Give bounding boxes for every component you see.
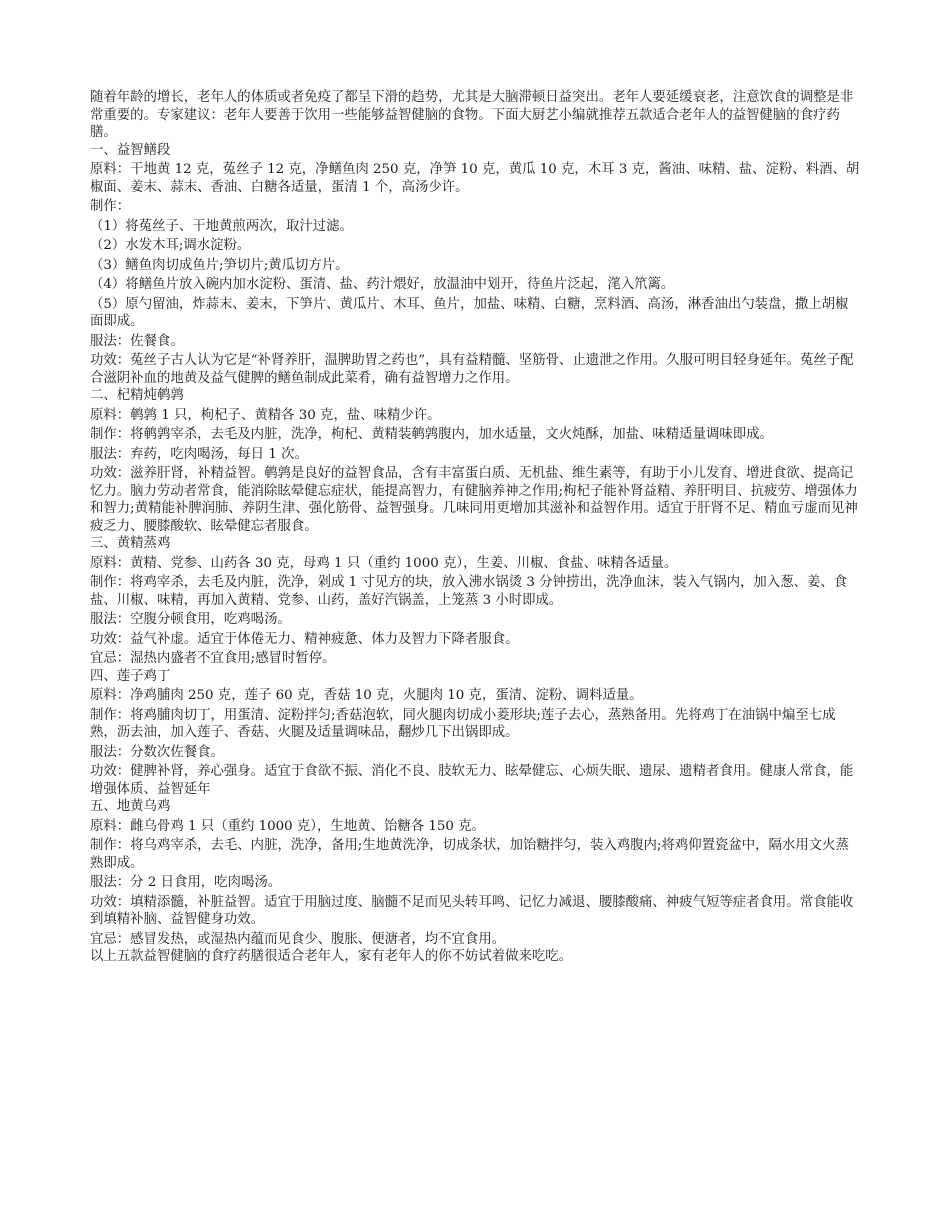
section-heading-4: 四、莲子鸡丁 [90,668,171,684]
method-paragraph: 制作：将鹌鹑宰杀，去毛及内脏，洗净，枸杞、黄精装鹌鹑腹内，加水适量，文火炖酥，加盐、味精适量调味即成。 [90,427,773,442]
step-item: （2）水发木耳;调水淀粉。 [90,238,251,253]
usage-paragraph: 服法：佐餐食。 [90,333,184,349]
effect-paragraph: 功效：益气补虚。适宜于体倦无力、精神疲惫、体力及智力下降者服食。 [90,631,519,647]
section-heading-2: 二、杞精炖鹌鹑 [90,388,184,403]
step-item: （4）将鳝鱼片放入碗内加水淀粉、蛋清、盐、药汁煨好，放温油中划开，待鱼片泛起，滗入笊篱。 [90,277,675,292]
step-item: （1）将菟丝子、干地黄煎两次，取汁过滤。 [90,218,353,234]
usage-paragraph: 服法：分数次佐餐食。 [90,744,224,760]
step-item: （3）鳝鱼肉切成鱼片;笋切片;黄瓜切方片。 [90,257,349,273]
section-heading-5: 五、地黄乌鸡 [90,799,171,814]
ingredients-paragraph: 原料：净鸡脯肉 250 克，莲子 60 克，香菇 10 克，火腿肉 10 克，蛋清、淀粉、调料适量。 [90,688,643,703]
section-heading-3: 三、黄精蒸鸡 [90,536,171,551]
effect-paragraph: 功效：健脾补肾，养心强身。适宜于食欲不振、消化不良、肢软无力、眩晕健忘、心烦失眠、遗尿、遗精者食用。健康人常食，能增强体质、益智延年 [90,764,854,797]
effect-paragraph: 功效：滋养肝肾，补精益智。鹌鹑是良好的益智食品，含有丰富蛋白质、无机盐、维生素等，有助于小儿发育、增进食欲、提高记忆力。脑力劳动者常食，能消除眩晕健忘症状，能提高智力，有健脑养神之作用;枸杞子能补肾益精、养肝明目、抗疲劳、增强体力和智力;黄精能补脾润肺、养阴生津、强化筋骨、益智强身。几味同用更增加其滋补和益智作用。适宜于肝肾不足、精血亏虚而见神疲乏力、腰膝酸软、眩晕健忘者服食。 [90,466,858,534]
intro-paragraph: 随着年龄的增长，老年人的体质或者免疫了都呈下滑的趋势，尤其是大脑滞顿日益突出。老年人要延缓衰老，注意饮食的调整是非常重要的。专家建议：老年人要善于饮用一些能够益智健脑的食物。下面大厨艺小编就推荐五款适合老年人的益智健脑的食疗药膳。 [90,90,854,140]
caution-paragraph: 宜忌：湿热内盛者不宜食用;感冒时暂停。 [90,651,336,666]
closing-paragraph: 以上五款益智健脑的食疗药膳很适合老年人，家有老年人的你不妨试着做来吃吃。 [90,949,573,964]
effect-paragraph: 功效：填精添髓，补脏益智。适宜于用脑过度、脑髓不足而见头转耳鸣、记忆力减退、腰膝酸痛、神疲气短等症者食用。常食能收到填精补脑、益智健身功效。 [90,894,854,927]
usage-paragraph: 服法：弃药，吃肉喝汤，每日 1 次。 [90,446,308,462]
ingredients-paragraph: 原料：鹌鹑 1 只，枸杞子、黄精各 30 克，盐、味精少许。 [90,407,441,423]
method-paragraph: 制作：将鸡脯肉切丁，用蛋清、淀粉拌匀;香菇泡软，同火腿肉切成小菱形块;莲子去心，蒸熟备用。先将鸡丁在油锅中煸至七成熟，沥去油，加入莲子、香菇、火腿及适量调味品，翻炒几下出锅即成。 [90,707,836,740]
ingredients-paragraph: 原料：黄精、党参、山药各 30 克，母鸡 1 只（重约 1000 克），生姜、川椒、食盐、味精各适量。 [90,555,678,571]
method-label: 制作： [90,199,131,214]
effect-paragraph: 功效：菟丝子古人认为它是“补肾养肝，温脾助胃之药也”，具有益精髓、坚筋骨、止遗泄之作用。久服可明目轻身延年。菟丝子配合滋阴补血的地黄及益气健脾的鳝鱼制成此菜肴，确有益智增力之作用。 [90,353,854,386]
method-paragraph: 制作：将鸡宰杀，去毛及内脏，洗净，剁成 1 寸见方的块，放入沸水锅烫 3 分钟捞出，洗净血沫，装入气锅内，加入葱、姜、食盐、川椒、味精，再加入黄精、党参、山药，盖好汽锅盖，上笼蒸 3 小时即成。 [90,575,848,608]
section-heading-1: 一、益智鳝段 [90,142,171,158]
ingredients-paragraph: 原料：雌乌骨鸡 1 只（重约 1000 克），生地黄、饴糖各 150 克。 [90,818,485,834]
usage-paragraph: 服法：分 2 日食用，吃肉喝汤。 [90,875,282,890]
usage-paragraph: 服法：空腹分顿食用，吃鸡喝汤。 [90,612,291,627]
ingredients-paragraph: 原料：干地黄 12 克，菟丝子 12 克，净鳝鱼肉 250 克，净笋 10 克，黄瓜 10 克，木耳 3 克，酱油、味精、盐、淀粉、料酒、胡椒面、姜末、蒜末、香油、白糖各适量，蛋清 1 个，高汤少许。 [90,162,860,195]
step-item: （5）原勺留油，炸蒜末、姜末，下笋片、黄瓜片、木耳、鱼片，加盐、味精、白糖，烹料酒、高汤，淋香油出勺装盘，撒上胡椒面即成。 [90,296,849,329]
caution-paragraph: 宜忌：感冒发热，或湿热内蕴而见食少、腹胀、便溏者，均不宜食用。 [90,931,506,947]
method-paragraph: 制作：将乌鸡宰杀，去毛、内脏，洗净，备用;生地黄洗净，切成条状，加饴糖拌匀，装入鸡腹内;将鸡仰置瓷盆中，隔水用文火蒸熟即成。 [90,838,849,871]
